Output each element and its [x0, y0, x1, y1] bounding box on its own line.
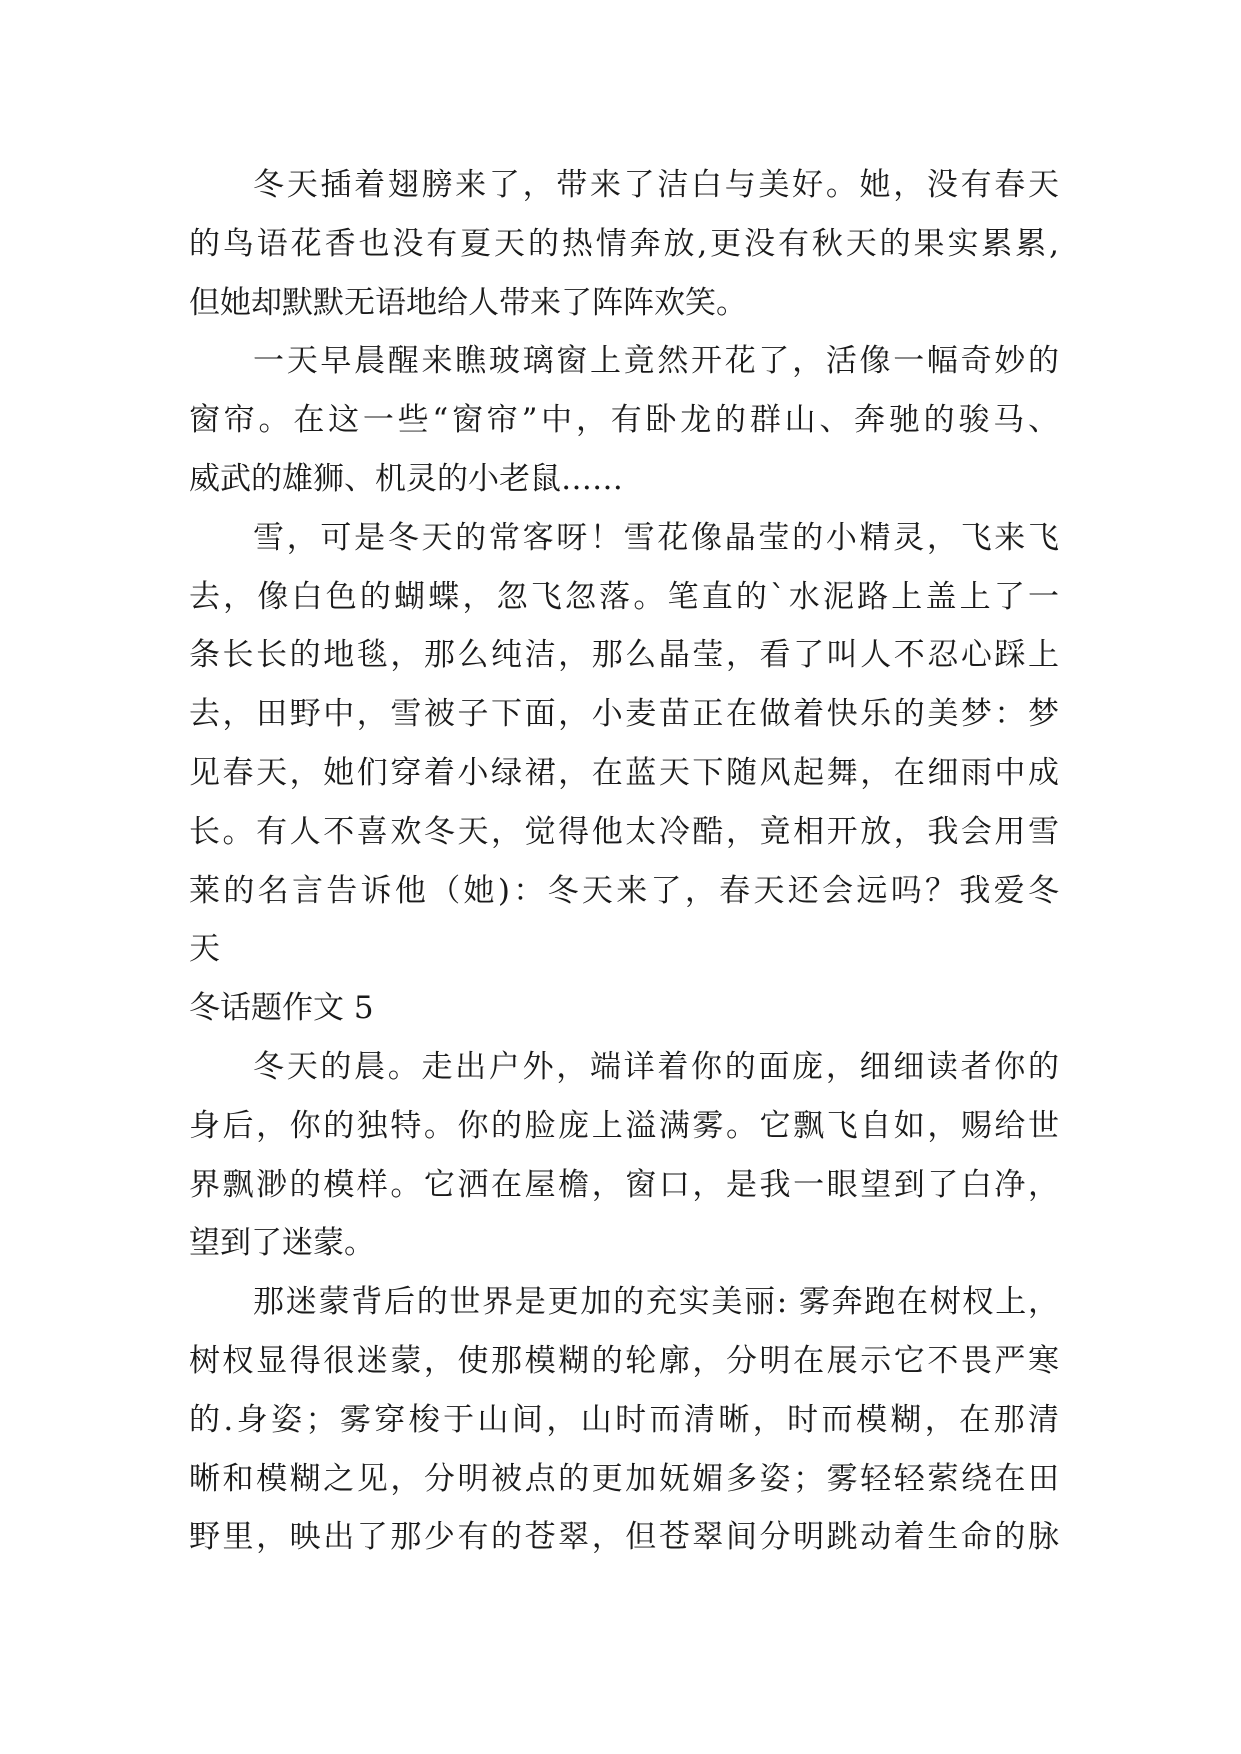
paragraph-line: 晰和模糊之见，分明被点的更加妩媚多姿；雾轻轻萦绕在田	[189, 1460, 1059, 1497]
paragraph-line: 莱的名言告诉他（她)：冬天来了，春天还会远吗？我爱冬	[189, 872, 1059, 909]
paragraph-line: 望到了迷蒙。	[189, 1225, 375, 1262]
paragraph-line: 窗帘。在这一些“窗帘”中，有卧龙的群山、奔驰的骏马、	[189, 402, 1059, 439]
paragraph-line: 见春天，她们穿着小绿裙，在蓝天下随风起舞，在细雨中成	[189, 754, 1059, 791]
paragraph-line: 冬天的晨。走出户外，端详着你的面庞，细细读者你的	[253, 1048, 1059, 1085]
paragraph-line: 但她却默默无语地给人带来了阵阵欢笑。	[189, 284, 747, 321]
paragraph-line: 野里，映出了那少有的苍翠，但苍翠间分明跳动着生命的脉	[189, 1519, 1059, 1556]
paragraph-line: 去，田野中，雪被子下面，小麦苗正在做着快乐的美梦：梦	[189, 696, 1059, 733]
paragraph-line: 身后，你的独特。你的脸庞上溢满雾。它飘飞自如，赐给世	[189, 1107, 1059, 1144]
paragraph-line: 树杈显得很迷蒙，使那模糊的轮廓，分明在展示它不畏严寒	[189, 1342, 1059, 1379]
paragraph-line: 冬天插着翅膀来了，带来了洁白与美好。她，没有春天	[253, 167, 1059, 203]
essay-body	[189, 156, 1059, 1567]
paragraph-line: 去，像白色的蝴蝶，忽飞忽落。笔直的`水泥路上盖上了一	[189, 578, 1059, 615]
paragraph-line: 威武的雄狮、机灵的小老鼠……	[189, 460, 623, 497]
paragraph-line: 的鸟语花香也没有夏天的热情奔放,更没有秋天的果实累累,	[189, 225, 1059, 262]
paragraph-line: 长。有人不喜欢冬天，觉得他太冷酷，竟相开放，我会用雪	[189, 813, 1059, 850]
section-heading: 冬话题作文 5	[189, 990, 374, 1027]
paragraph-line: 雪，可是冬天的常客呀！雪花像晶莹的小精灵，飞来飞	[253, 519, 1059, 556]
paragraph-line: 那迷蒙背后的世界是更加的充实美丽: 雾奔跑在树杈上，	[253, 1284, 1059, 1321]
paragraph-line: 条长长的地毯，那么纯洁，那么晶莹，看了叫人不忍心踩上	[189, 637, 1059, 674]
paragraph-line: 的.身姿；雾穿梭于山间，山时而清晰，时而模糊，在那清	[189, 1401, 1059, 1438]
paragraph-line: 界飘渺的模样。它洒在屋檐，窗口，是我一眼望到了白净，	[189, 1166, 1059, 1203]
paragraph-line: 一天早晨醒来瞧玻璃窗上竟然开花了，活像一幅奇妙的	[253, 343, 1059, 380]
paragraph-line: 天	[189, 931, 220, 968]
